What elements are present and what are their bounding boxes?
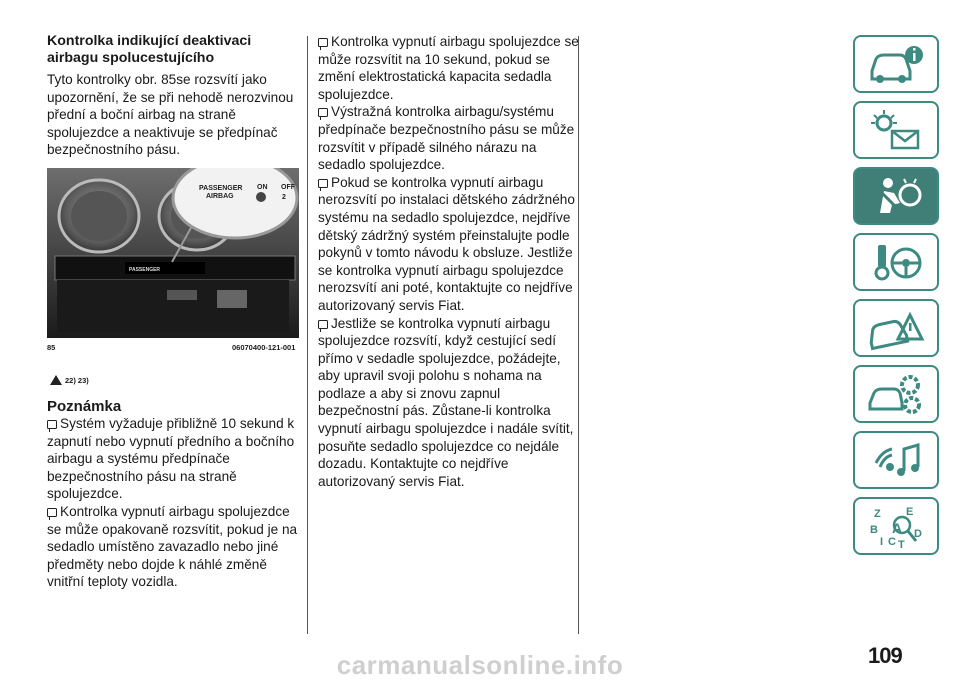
callout-on-label: ON bbox=[257, 184, 268, 191]
index-letter: B bbox=[870, 524, 878, 536]
index-letter: C bbox=[888, 536, 896, 548]
note-block bbox=[47, 398, 299, 591]
tab-car-emergency[interactable] bbox=[853, 299, 939, 357]
note-item: Kontrolka vypnutí airbagu spolujezdce se může opakovaně rozsvítit, pokud je na sedadlo umístěno zavazadlo nebo jiné předměty nebo dojde k náhlé změně vnitřní teploty vozidla. bbox=[47, 503, 298, 590]
index-letter: T bbox=[898, 539, 905, 549]
tab-car-info[interactable] bbox=[853, 35, 939, 93]
tab-key-steering[interactable] bbox=[853, 233, 939, 291]
right-column bbox=[318, 33, 580, 490]
intro-paragraph: Tyto kontrolky obr. 85se rozsvítí jako upozornění, že se při nehodě nerozvinou přední a boční airbag na straně spolujezdce a neaktivuje se předpínač bezpečnostního pásu. bbox=[47, 72, 294, 158]
tab-airbag-safety[interactable] bbox=[853, 167, 939, 225]
note-icon bbox=[318, 320, 328, 329]
watermark: carmanualsonline.info bbox=[336, 650, 624, 680]
note-item: Kontrolka vypnutí airbagu spolujezdce se může rozsvítit na 10 sekund, pokud se změní elektrostatická kapacita sedadla spolujezdce. bbox=[318, 34, 579, 102]
references-text: 22) 23) bbox=[65, 375, 89, 385]
warning-references bbox=[50, 375, 89, 385]
warning-lights-icon bbox=[866, 107, 926, 153]
tab-warning-lights[interactable] bbox=[853, 101, 939, 159]
note-item: Systém vyžaduje přibližně 10 sekund k zapnutí nebo vypnutí předního a bočního airbagu a systému předpínače bezpečnostního pásu na straně spolujezdce. bbox=[47, 416, 295, 502]
panel-label: PASSENGER bbox=[129, 267, 161, 273]
page-number: 109 bbox=[868, 643, 902, 668]
index-letter: Z bbox=[874, 508, 881, 520]
note-icon bbox=[318, 108, 328, 117]
airbag-safety-icon bbox=[866, 173, 926, 219]
tab-maintenance[interactable] bbox=[853, 365, 939, 423]
index-letter: A bbox=[892, 520, 903, 536]
index-letters-icon bbox=[866, 503, 926, 549]
left-column bbox=[47, 33, 299, 159]
note-item: Jestliže se kontrolka vypnutí airbagu spolujezdce rozsvítí, když cestující sedí přímo v sedadle spolujezdce, požádejte, aby upravil svoji polohu s nohama na podlaze a aby si znovu zapnul bezpečnostní pás. Zůstane-li kontrolka vypnutí airbagu spolujezdce i nadále svítit, posuňte sedadlo spolujezdce co nejdále dozadu. Kontaktujte co nejdříve autorizovaný servis Fiat. bbox=[318, 315, 574, 489]
chapter-tabs bbox=[853, 35, 939, 563]
car-info-icon bbox=[866, 41, 926, 87]
index-letter: E bbox=[906, 506, 914, 518]
multimedia-icon bbox=[866, 437, 926, 483]
key-steering-icon bbox=[866, 239, 926, 285]
note-icon bbox=[318, 38, 328, 47]
note-heading: Poznámka bbox=[47, 398, 122, 415]
figure-number: 85 bbox=[47, 343, 56, 352]
figure-code: 06070400-121-001 bbox=[232, 343, 296, 352]
tab-index[interactable] bbox=[853, 497, 939, 555]
note-icon bbox=[47, 420, 57, 429]
note-icon bbox=[318, 179, 328, 188]
car-emergency-icon bbox=[866, 305, 926, 351]
maintenance-gears-icon bbox=[866, 371, 926, 417]
tab-multimedia[interactable] bbox=[853, 431, 939, 489]
index-letter: D bbox=[914, 528, 922, 540]
note-item: Výstražná kontrolka airbagu/systému předpínače bezpečnostního pásu se může rozsvítit v případě silného nárazu na sedadlo spolujezdce. bbox=[318, 104, 575, 173]
callout-two-label: 2 bbox=[282, 194, 286, 201]
note-icon bbox=[47, 508, 57, 517]
column-divider bbox=[307, 36, 308, 634]
index-letter: I bbox=[880, 536, 884, 548]
dashboard-photo bbox=[47, 168, 299, 338]
callout-airbag-label: AIRBAG bbox=[206, 193, 234, 200]
section-heading: Kontrolka indikující deaktivaci airbagu spolucestujícího bbox=[47, 33, 252, 66]
dashboard-figure bbox=[47, 168, 299, 338]
warning-triangle-icon bbox=[50, 375, 62, 385]
note-item: Pokud se kontrolka vypnutí airbagu nerozsvítí po instalaci dětského zádržného systému na sedadlo spolujezdce, nejdříve dětský zádržný systém přeinstalujte podle pokynů v tomto návodu k obsluze. Jestliže se kontrolka vypnutí airbagu spolujezdce nerozsvítí ani poté, kontaktujte co nejdříve autorizovaný servis Fiat. bbox=[318, 174, 575, 313]
callout-passenger-label: PASSENGER bbox=[199, 185, 243, 192]
callout-off-label: OFF bbox=[281, 184, 295, 191]
